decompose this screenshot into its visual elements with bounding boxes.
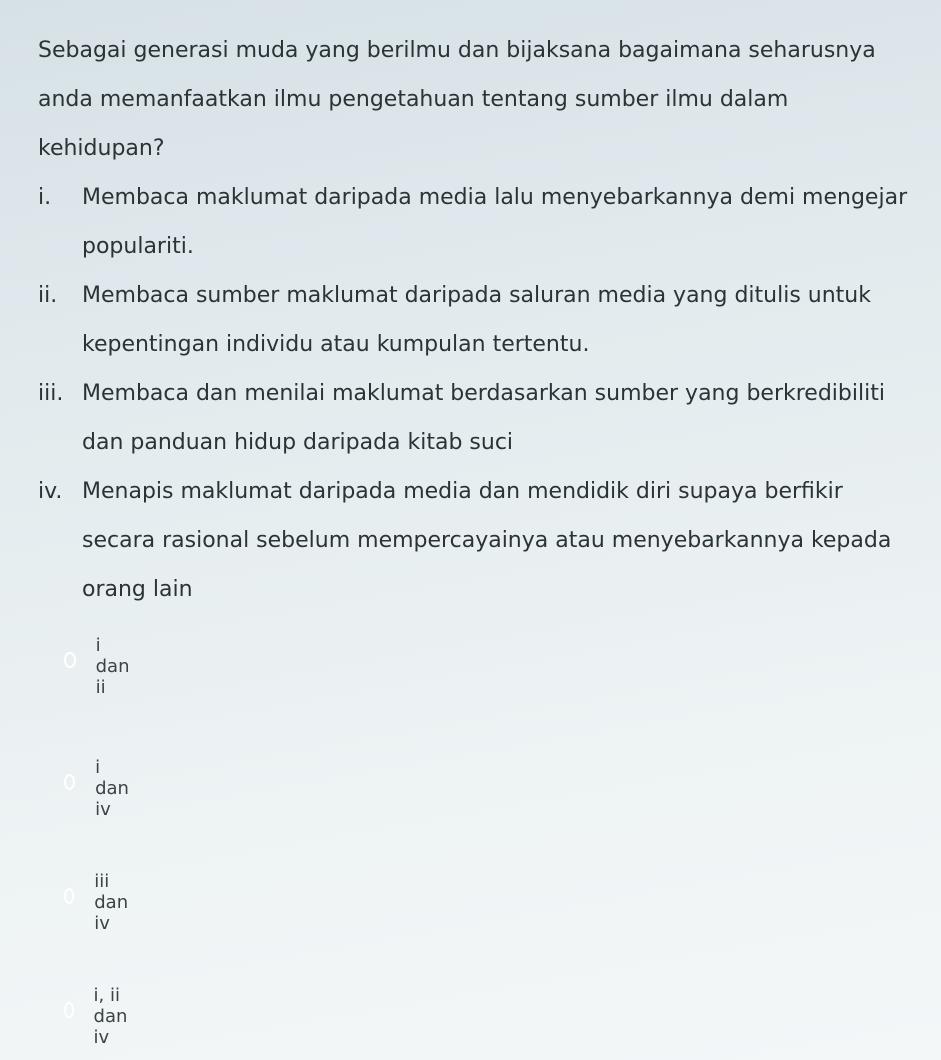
option-label: i dan ii <box>95 635 130 698</box>
radio-button[interactable] <box>64 774 75 790</box>
option-d[interactable] <box>64 985 134 1048</box>
statement-item <box>38 467 918 614</box>
option-label: i, ii dan iv <box>93 985 128 1048</box>
statement-item <box>38 271 918 369</box>
option-a[interactable] <box>64 635 134 698</box>
statement-item <box>38 173 918 271</box>
radio-button[interactable] <box>64 652 76 668</box>
statement-number: iv. <box>38 479 63 504</box>
statement-number: ii. <box>38 283 58 308</box>
statement-item <box>38 369 918 467</box>
statement-text: Menapis maklumat daripada media dan mendidik diri supaya berfikir secara rasional sebelum mempercayainya atau menyebarkannya kepada orang lain <box>82 479 892 602</box>
statement-text: Membaca dan menilai maklumat berdasarkan sumber yang berkredibiliti dan panduan hidup daripada kitab suci <box>82 381 885 455</box>
statement-text: Membaca sumber maklumat daripada saluran media yang ditulis untuk kepentingan individu atau kumpulan tertentu. <box>82 283 871 357</box>
option-label: i dan iv <box>95 757 129 820</box>
statement-number: i. <box>38 185 52 210</box>
radio-button[interactable] <box>64 888 74 904</box>
question-block <box>38 26 918 614</box>
option-c[interactable] <box>64 871 134 934</box>
option-b[interactable] <box>64 757 134 820</box>
statement-number: iii. <box>38 381 64 406</box>
question-stem: Sebagai generasi muda yang berilmu dan bijaksana bagaimana seharusnya anda memanfaatkan ilmu pengetahuan tentang sumber ilmu dalam kehidupan? <box>38 38 876 161</box>
statement-text: Membaca maklumat daripada media lalu menyebarkannya demi mengejar populariti. <box>82 185 908 259</box>
statement-list <box>38 173 918 614</box>
radio-button[interactable] <box>64 1002 74 1018</box>
option-label: iii dan iv <box>94 871 129 934</box>
